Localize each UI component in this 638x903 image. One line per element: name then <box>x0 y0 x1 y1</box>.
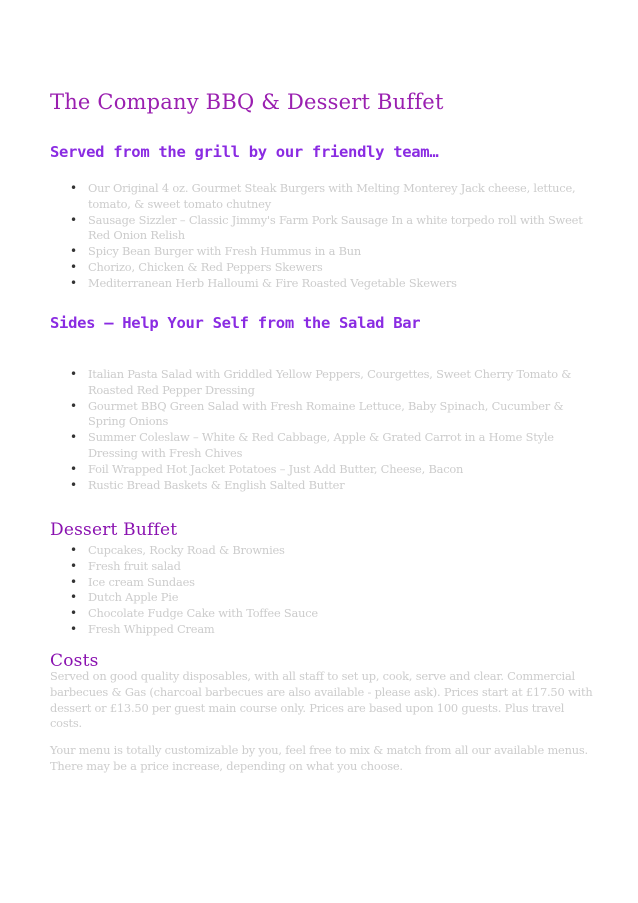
dessert-list <box>70 543 590 638</box>
list-item: • Summer Coleslaw – White & Red Cabbage, Apple & Grated Carrot in a Home Style Dressing with Fresh Chives <box>70 430 590 462</box>
list-item: • Gourmet BBQ Green Salad with Fresh Romaine Lettuce, Baby Spinach, Cucumber & Spring Onions <box>70 399 590 431</box>
grill-heading: Served from the grill by our friendly team… <box>50 143 439 161</box>
list-item: • Our Original 4 oz. Gourmet Steak Burgers with Melting Monterey Jack cheese, lettuce, tomato, & sweet tomato chutney <box>70 181 590 213</box>
list-item: • Fresh Whipped Cream <box>70 622 590 638</box>
list-item: • Chorizo, Chicken & Red Peppers Skewers <box>70 260 590 276</box>
list-item: • Cupcakes, Rocky Road & Brownies <box>70 543 590 559</box>
sides-heading: Sides – Help Your Self from the Salad Bar <box>50 314 421 332</box>
list-item: • Chocolate Fudge Cake with Toffee Sauce <box>70 606 590 622</box>
costs-paragraph: Served on good quality disposables, with all staff to set up, cook, serve and clear. Commercial barbecues & Gas (charcoal barbecues are also available - please ask). Prices start at £17.50 with dessert or £13.50 per guest main course only. Prices are based upon 100 guests. Plus travel costs. <box>50 669 593 731</box>
sides-list <box>70 367 590 493</box>
grill-list <box>70 181 590 292</box>
list-item: • Italian Pasta Salad with Griddled Yellow Peppers, Courgettes, Sweet Cherry Tomato & Roasted Red Pepper Dressing <box>70 367 590 399</box>
list-item: • Mediterranean Herb Halloumi & Fire Roasted Vegetable Skewers <box>70 276 590 292</box>
list-item: • Rustic Bread Baskets & English Salted Butter <box>70 478 590 494</box>
list-item: • Foil Wrapped Hot Jacket Potatoes – Just Add Butter, Cheese, Bacon <box>70 462 590 478</box>
list-item: • Sausage Sizzler – Classic Jimmy's Farm Pork Sausage In a white torpedo roll with Sweet Red Onion Relish <box>70 213 590 245</box>
costs-heading: Costs <box>50 651 99 671</box>
list-item: • Fresh fruit salad <box>70 559 590 575</box>
page-title: The Company BBQ & Dessert Buffet <box>50 90 444 114</box>
customize-paragraph: Your menu is totally customizable by you, feel free to mix & match from all our available menus. There may be a price increase, depending on what you choose. <box>50 743 588 773</box>
list-item: • Spicy Bean Burger with Fresh Hummus in a Bun <box>70 244 590 260</box>
list-item: • Dutch Apple Pie <box>70 590 590 606</box>
list-item: • Ice cream Sundaes <box>70 575 590 591</box>
dessert-heading: Dessert Buffet <box>50 520 178 540</box>
